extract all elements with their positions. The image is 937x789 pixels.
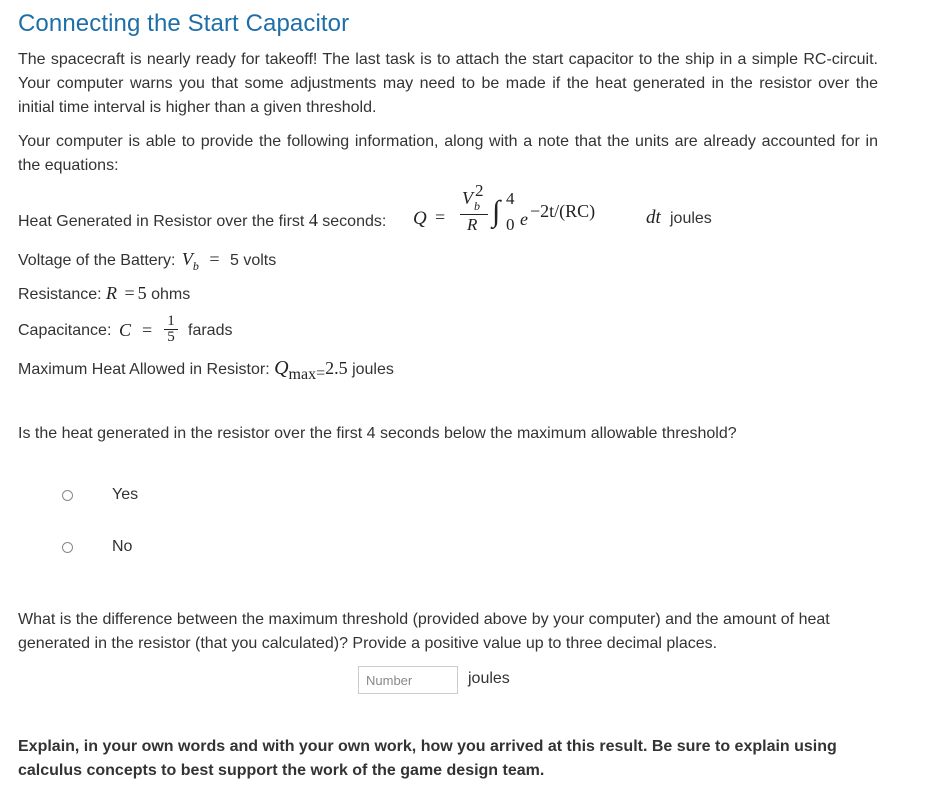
max-heat-var: Q bbox=[274, 357, 289, 379]
exp-base: e bbox=[520, 209, 528, 229]
heat-equals: = bbox=[435, 207, 446, 227]
capacitance-label: Capacitance: bbox=[18, 322, 112, 339]
resistance-unit: ohms bbox=[151, 286, 191, 303]
capacitance-fraction: 1 5 bbox=[164, 314, 178, 345]
question-1-text: Is the heat generated in the resistor over the first 4 seconds below the maximum allowable threshold? bbox=[18, 425, 737, 442]
heat-generated-label: Heat Generated in Resistor over the first 4 seconds: bbox=[18, 210, 387, 230]
question-2-text: What is the difference between the maximum threshold (provided above by your computer) and the amount of heat generated in the resistor (that you calculated)? Provide a positive value up to three decimal places. bbox=[18, 611, 830, 652]
voltage-unit: volts bbox=[243, 252, 277, 269]
capacitance-var: C bbox=[119, 320, 132, 340]
capacitance-unit: farads bbox=[188, 322, 233, 339]
voltage-row: Voltage of the Battery: $V_b = 5$ volts bbox=[18, 249, 277, 273]
heat-unit: joules bbox=[670, 210, 712, 227]
option-yes[interactable] bbox=[62, 485, 139, 505]
max-heat-unit: joules bbox=[352, 361, 394, 378]
voltage-sub: b bbox=[192, 259, 199, 273]
resistance-var: R bbox=[106, 283, 118, 303]
voltage-value: 5 bbox=[229, 252, 239, 269]
option-no-label[interactable]: No bbox=[112, 538, 133, 555]
voltage-var: V bbox=[181, 249, 193, 269]
difference-number-input[interactable] bbox=[358, 666, 458, 694]
radio-no[interactable] bbox=[62, 542, 73, 553]
page-title: Connecting the Start Capacitor bbox=[18, 10, 350, 37]
intro-paragraph: The spacecraft is nearly ready for takeoff! The last task is to attach the start capacitor to the ship in a simple RC-circuit. Your computer warns you that some adjustments may need to be made if the heat generated in the resistor over the initial time interval is higher than a given threshold. bbox=[18, 51, 878, 116]
resistance-row: Resistance: R = 5 ohms bbox=[18, 283, 191, 303]
max-heat-value: 2.5 bbox=[325, 358, 348, 378]
question-3-text: Explain, in your own words and with your own work, how you arrived at this result. Be sure to explain using calculus concepts to best support the work of the game design team. bbox=[18, 738, 837, 779]
option-yes-label[interactable]: Yes bbox=[112, 486, 139, 503]
option-no[interactable] bbox=[62, 537, 133, 557]
max-heat-sub: max bbox=[288, 366, 317, 383]
max-heat-row: Maximum Heat Allowed in Resistor: Qmax=2.5 joules bbox=[18, 357, 394, 383]
info-intro-paragraph: Your computer is able to provide the following information, along with a note that the units are already accounted for in the equations: bbox=[18, 133, 878, 174]
integral-lower: 0 bbox=[506, 215, 515, 234]
exp-power: −2t/(RC) bbox=[530, 201, 596, 221]
integral-sign-icon: ∫ bbox=[492, 195, 501, 228]
heat-fraction: V 2 b R bbox=[458, 187, 498, 235]
integral-upper: 4 bbox=[506, 189, 515, 208]
resistance-value: 5 bbox=[137, 283, 147, 303]
voltage-label: Voltage of the Battery: bbox=[18, 252, 176, 269]
resistance-label: Resistance: bbox=[18, 286, 102, 303]
max-heat-label: Maximum Heat Allowed in Resistor: bbox=[18, 361, 270, 378]
radio-yes[interactable] bbox=[62, 490, 73, 501]
difference-units: joules bbox=[468, 670, 510, 687]
heat-var: Q bbox=[413, 208, 427, 229]
dt: dt bbox=[646, 207, 661, 228]
